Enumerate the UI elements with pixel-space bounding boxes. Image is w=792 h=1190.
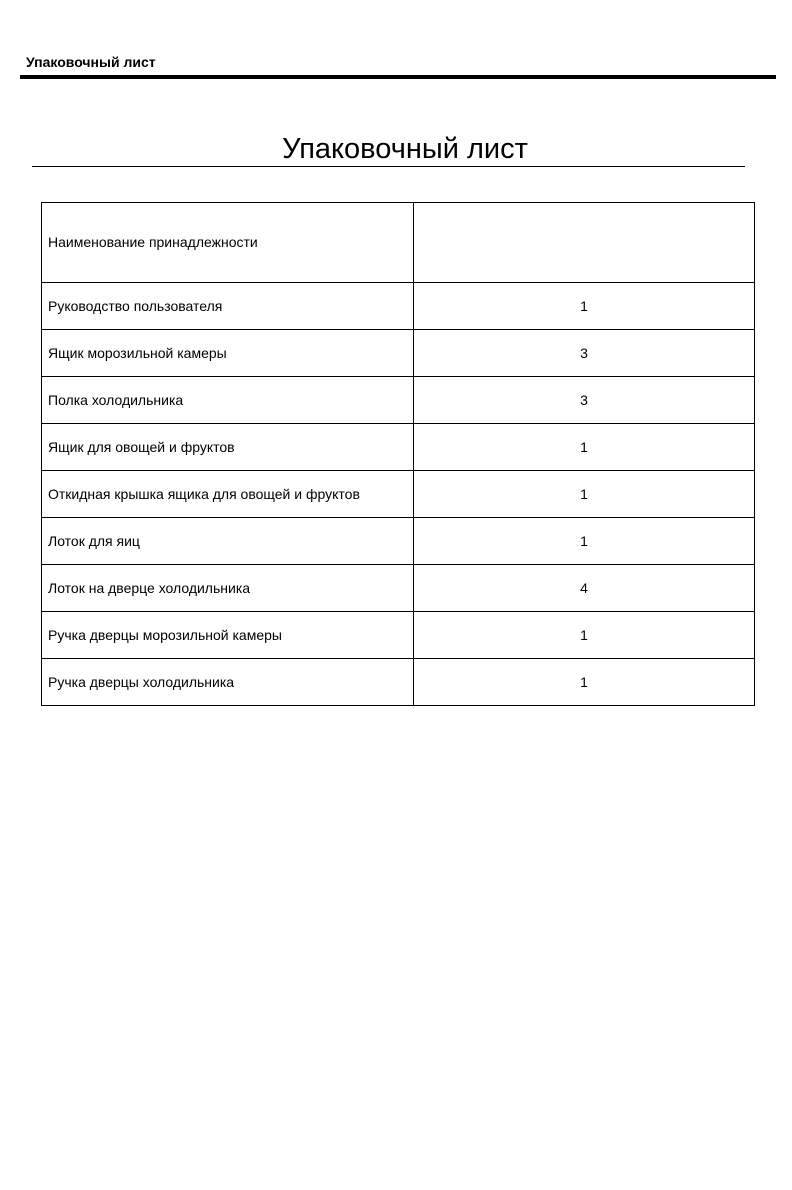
item-name: Ящик для овощей и фруктов — [42, 424, 414, 471]
item-name: Ручка дверцы морозильной камеры — [42, 612, 414, 659]
header-rule — [20, 75, 776, 79]
table-row — [42, 659, 755, 706]
item-name: Лоток для яиц — [42, 518, 414, 565]
item-quantity: 1 — [414, 659, 755, 706]
item-quantity: 1 — [414, 518, 755, 565]
table-header-row — [42, 203, 755, 283]
table-row — [42, 377, 755, 424]
table-row — [42, 565, 755, 612]
table-row — [42, 283, 755, 330]
table-row — [42, 471, 755, 518]
page-title: Упаковочный лист — [282, 133, 528, 166]
table-row — [42, 612, 755, 659]
header-name-cell: Наименование принадлежности — [42, 203, 414, 283]
header-quantity-cell — [414, 203, 755, 283]
item-quantity: 3 — [414, 330, 755, 377]
table-row — [42, 330, 755, 377]
item-quantity: 1 — [414, 424, 755, 471]
table-row — [42, 518, 755, 565]
running-header: Упаковочный лист — [26, 54, 156, 70]
table-row — [42, 424, 755, 471]
item-quantity: 4 — [414, 565, 755, 612]
item-name: Откидная крышка ящика для овощей и фруктов — [42, 471, 414, 518]
item-name: Полка холодильника — [42, 377, 414, 424]
item-quantity: 3 — [414, 377, 755, 424]
item-name: Ручка дверцы холодильника — [42, 659, 414, 706]
item-name: Руководство пользователя — [42, 283, 414, 330]
item-name: Лоток на дверце холодильника — [42, 565, 414, 612]
item-quantity: 1 — [414, 612, 755, 659]
packing-list-table — [41, 202, 755, 706]
item-quantity: 1 — [414, 471, 755, 518]
title-rule — [32, 166, 745, 167]
item-quantity: 1 — [414, 283, 755, 330]
item-name: Ящик морозильной камеры — [42, 330, 414, 377]
